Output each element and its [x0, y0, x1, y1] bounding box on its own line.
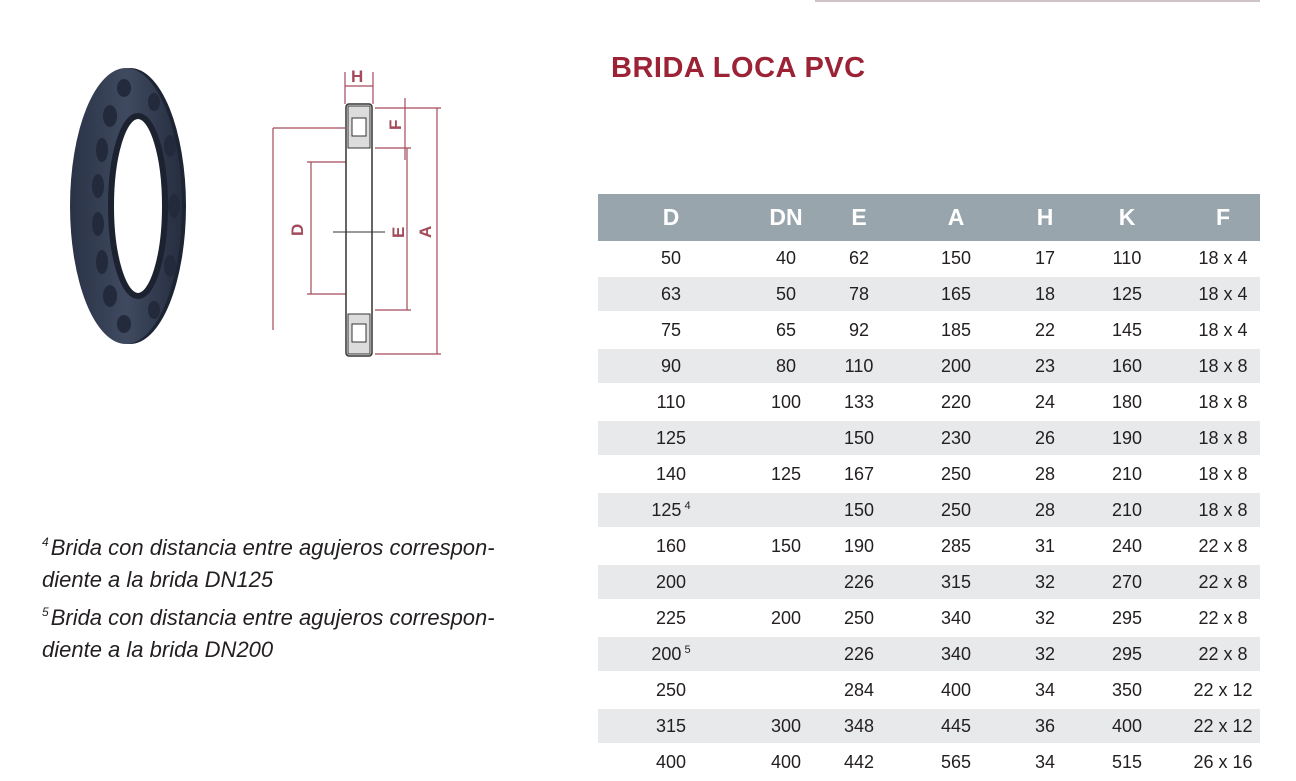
- table-cell-k: 240: [1068, 528, 1186, 564]
- table-cell-k: 210: [1068, 492, 1186, 528]
- table-cell-k: 210: [1068, 456, 1186, 492]
- table-cell-a: 185: [890, 312, 1022, 348]
- table-cell-a: 285: [890, 528, 1022, 564]
- footnote: [42, 596, 562, 634]
- page-title: BRIDA LOCA PVC: [611, 52, 866, 84]
- table-cell-k: 295: [1068, 600, 1186, 636]
- footnote-ref: 5: [684, 643, 691, 656]
- table-cell-d: 110: [598, 384, 744, 420]
- table-cell-d: 140: [598, 456, 744, 492]
- table-cell-h: 32: [1022, 636, 1068, 672]
- table-cell-e: 62: [828, 241, 890, 276]
- table-cell-k: 400: [1068, 708, 1186, 744]
- table-cell-h: 34: [1022, 744, 1068, 780]
- table-row: [598, 241, 1260, 276]
- table-cell-h: 28: [1022, 492, 1068, 528]
- table-row: [598, 276, 1260, 312]
- table-cell-dn: 100: [744, 384, 828, 420]
- table-cell-dn: [744, 420, 828, 456]
- table-row: [598, 744, 1260, 780]
- table-cell-dn: 400: [744, 744, 828, 780]
- table-cell-dn: 40: [744, 241, 828, 276]
- table-cell-f: 18 x 4: [1186, 312, 1260, 348]
- table-cell-a: 445: [890, 708, 1022, 744]
- table-cell-a: 250: [890, 492, 1022, 528]
- table-cell-e: 92: [828, 312, 890, 348]
- table-cell-dn: 200: [744, 600, 828, 636]
- table-row: [598, 600, 1260, 636]
- dim-label-h: H: [351, 67, 364, 86]
- table-cell-d: 63: [598, 276, 744, 312]
- table-cell-h: 31: [1022, 528, 1068, 564]
- table-cell-a: 150: [890, 241, 1022, 276]
- table-cell-e: 226: [828, 636, 890, 672]
- table-row: [598, 672, 1260, 708]
- table-cell-f: 18 x 8: [1186, 492, 1260, 528]
- table-cell-e: 250: [828, 600, 890, 636]
- table-cell-k: 350: [1068, 672, 1186, 708]
- table-cell-f: 22 x 12: [1186, 708, 1260, 744]
- table-row: [598, 492, 1260, 528]
- table-cell-h: 23: [1022, 348, 1068, 384]
- table-cell-d: 200: [598, 564, 744, 600]
- table-cell-h: 34: [1022, 672, 1068, 708]
- dim-label-e: E: [389, 226, 408, 238]
- table-cell-a: 230: [890, 420, 1022, 456]
- column-header: F: [1186, 194, 1260, 241]
- footnote-ref: 4: [684, 499, 691, 512]
- table-cell-d: 250: [598, 672, 744, 708]
- column-header: A: [890, 194, 1022, 241]
- footnote: [42, 634, 562, 666]
- table-cell-f: 22 x 8: [1186, 564, 1260, 600]
- table-cell-d: 400: [598, 744, 744, 780]
- table-cell-f: 22 x 8: [1186, 528, 1260, 564]
- footnotes: [42, 526, 562, 666]
- table-cell-d: 200 $^5$: [598, 636, 744, 672]
- table-cell-dn: [744, 492, 828, 528]
- table-cell-f: 18 x 8: [1186, 456, 1260, 492]
- table-cell-dn: 300: [744, 708, 828, 744]
- table-cell-a: 200: [890, 348, 1022, 384]
- table-cell-k: 125: [1068, 276, 1186, 312]
- table-row: [598, 456, 1260, 492]
- table-cell-d: 75: [598, 312, 744, 348]
- table-cell-dn: [744, 636, 828, 672]
- table-cell-a: 220: [890, 384, 1022, 420]
- table-cell-k: 270: [1068, 564, 1186, 600]
- table-cell-f: 18 x 8: [1186, 348, 1260, 384]
- table-cell-a: 315: [890, 564, 1022, 600]
- table-cell-h: 24: [1022, 384, 1068, 420]
- dimensions-table: [598, 194, 1260, 781]
- table-cell-a: 340: [890, 600, 1022, 636]
- table-header-row: [598, 194, 1260, 241]
- footnote-mark: 5: [42, 605, 49, 619]
- table-cell-e: 226: [828, 564, 890, 600]
- dim-label-f: F: [386, 119, 405, 130]
- table-cell-k: 160: [1068, 348, 1186, 384]
- column-header: DN: [744, 194, 828, 241]
- dim-label-a: A: [416, 225, 435, 238]
- table-cell-e: 150: [828, 492, 890, 528]
- table-cell-f: 18 x 4: [1186, 276, 1260, 312]
- table-cell-e: 110: [828, 348, 890, 384]
- footnote-mark: 4: [42, 535, 49, 549]
- table-cell-d: 125: [598, 420, 744, 456]
- table-cell-h: 28: [1022, 456, 1068, 492]
- table-cell-dn: 50: [744, 276, 828, 312]
- table-cell-f: 22 x 8: [1186, 600, 1260, 636]
- table-row: [598, 384, 1260, 420]
- table-cell-h: 22: [1022, 312, 1068, 348]
- table-cell-dn: 125: [744, 456, 828, 492]
- table-cell-e: 348: [828, 708, 890, 744]
- table-row: [598, 564, 1260, 600]
- table-cell-a: 250: [890, 456, 1022, 492]
- table-cell-f: 26 x 16: [1186, 744, 1260, 780]
- table-cell-k: 145: [1068, 312, 1186, 348]
- table-cell-f: 22 x 8: [1186, 636, 1260, 672]
- table-cell-a: 340: [890, 636, 1022, 672]
- table-cell-e: 284: [828, 672, 890, 708]
- dim-label-d: D: [288, 223, 307, 236]
- table-cell-e: 190: [828, 528, 890, 564]
- table-cell-h: 32: [1022, 600, 1068, 636]
- flange-photo: [58, 66, 190, 348]
- table-row: [598, 312, 1260, 348]
- table-row: [598, 528, 1260, 564]
- column-header: K: [1068, 194, 1186, 241]
- table-cell-k: 515: [1068, 744, 1186, 780]
- column-header: D: [598, 194, 744, 241]
- table-cell-k: 180: [1068, 384, 1186, 420]
- table-cell-d: 160: [598, 528, 744, 564]
- table-cell-h: 18: [1022, 276, 1068, 312]
- table-cell-dn: [744, 564, 828, 600]
- table-row: [598, 348, 1260, 384]
- table-cell-d: 90: [598, 348, 744, 384]
- table-cell-h: 17: [1022, 241, 1068, 276]
- footnote-text: diente a la brida DN200: [42, 637, 274, 662]
- table-cell-k: 295: [1068, 636, 1186, 672]
- footnote-text: diente a la brida DN125: [42, 567, 274, 592]
- table-cell-f: 18 x 8: [1186, 384, 1260, 420]
- table-row: [598, 708, 1260, 744]
- table-cell-k: 110: [1068, 241, 1186, 276]
- table-cell-f: 22 x 12: [1186, 672, 1260, 708]
- footnote: [42, 526, 562, 564]
- table-cell-d: 315: [598, 708, 744, 744]
- section-drawing: [255, 58, 465, 363]
- table-cell-dn: 80: [744, 348, 828, 384]
- table-cell-e: 78: [828, 276, 890, 312]
- table-cell-dn: 150: [744, 528, 828, 564]
- table-cell-e: 442: [828, 744, 890, 780]
- table-cell-d: 125 $^4$: [598, 492, 744, 528]
- top-divider: [815, 0, 1260, 2]
- table-cell-h: 26: [1022, 420, 1068, 456]
- table-row: [598, 420, 1260, 456]
- table-cell-e: 133: [828, 384, 890, 420]
- table-cell-h: 36: [1022, 708, 1068, 744]
- table-cell-f: 18 x 4: [1186, 241, 1260, 276]
- table-cell-d: 50: [598, 241, 744, 276]
- footnote: [42, 564, 562, 596]
- column-header: H: [1022, 194, 1068, 241]
- table-cell-e: 167: [828, 456, 890, 492]
- footnote-text: Brida con distancia entre agujeros correspon-: [50, 535, 495, 560]
- table-cell-d: 225: [598, 600, 744, 636]
- table-cell-dn: [744, 672, 828, 708]
- table-cell-a: 565: [890, 744, 1022, 780]
- table-cell-dn: 65: [744, 312, 828, 348]
- table-cell-k: 190: [1068, 420, 1186, 456]
- footnote-text: Brida con distancia entre agujeros correspon-: [50, 605, 495, 630]
- table-cell-h: 32: [1022, 564, 1068, 600]
- table-row: [598, 636, 1260, 672]
- table-cell-e: 150: [828, 420, 890, 456]
- table-cell-f: 18 x 8: [1186, 420, 1260, 456]
- table-cell-a: 165: [890, 276, 1022, 312]
- column-header: E: [828, 194, 890, 241]
- table-cell-a: 400: [890, 672, 1022, 708]
